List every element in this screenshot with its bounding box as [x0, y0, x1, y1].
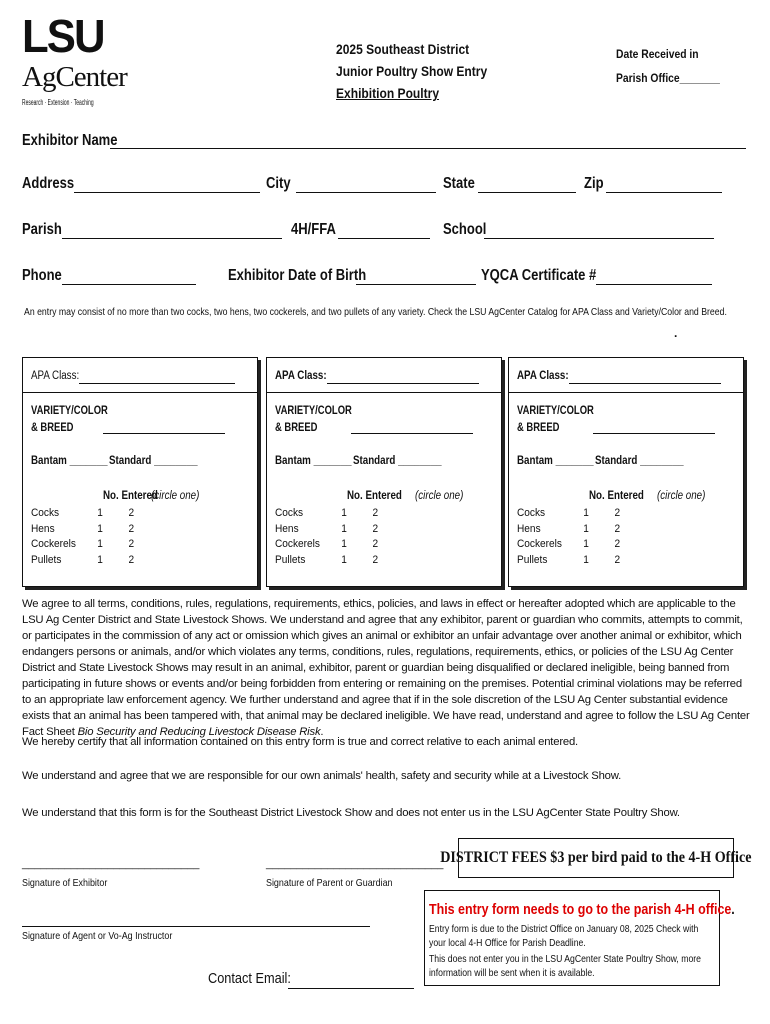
box-divider — [509, 392, 743, 393]
entry-row — [275, 506, 459, 521]
parish-label: Parish — [22, 221, 62, 238]
logo-agcenter: AgCenter — [22, 61, 127, 93]
notice-title-text: This entry form needs to go to the parish 4-H office — [429, 901, 732, 918]
variety-color-label — [31, 403, 108, 437]
box-divider — [23, 392, 257, 393]
address-label: Address — [22, 175, 75, 192]
logo-tagline: Research · Extension · Teaching — [22, 98, 94, 107]
count-option-1[interactable]: 1 — [97, 507, 103, 519]
exhibitor-name-field[interactable] — [110, 148, 746, 149]
notice-title — [429, 901, 735, 918]
entry-row — [517, 506, 701, 521]
notice-state-show: This does not enter you in the LSU AgCenter State Poultry Show, more information will be sent when it is available. — [429, 954, 701, 979]
standard-label[interactable]: Standard ________ — [353, 455, 442, 467]
entry-row — [275, 537, 459, 552]
count-option-1[interactable]: 1 — [97, 522, 103, 535]
no-entered-header — [275, 490, 495, 506]
bantam-label[interactable]: Bantam _______ — [517, 455, 594, 467]
hffa-label: 4H/FFA — [291, 221, 336, 238]
apa-class-row — [513, 370, 729, 388]
box-divider — [267, 392, 501, 393]
title-line-1: 2025 Southeast District — [336, 41, 470, 57]
bantam-label[interactable]: Bantam _______ — [31, 455, 108, 467]
count-option-2[interactable]: 2 — [614, 538, 621, 550]
variety-line-2: & BREED — [517, 422, 560, 434]
entry-count-table — [31, 506, 233, 570]
count-option-2[interactable]: 2 — [372, 553, 379, 566]
count-option-2[interactable]: 2 — [128, 507, 135, 519]
count-option-2[interactable]: 2 — [372, 522, 379, 535]
bantam-label[interactable]: Bantam _______ — [275, 455, 352, 467]
entry-row — [517, 522, 701, 537]
agreement-paragraph — [22, 596, 752, 740]
count-option-1[interactable]: 1 — [97, 538, 103, 550]
variety-line-2: & BREED — [31, 422, 74, 434]
apa-class-label: APA Class: — [31, 370, 80, 382]
district-statement: We understand that this form is for the Southeast District Livestock Show and does not enter us in the LSU AgCenter State Poultry Show. — [22, 807, 680, 819]
entry-row — [31, 506, 215, 521]
count-option-1[interactable]: 1 — [583, 507, 589, 519]
entry-row-label: Cocks — [31, 507, 60, 519]
circle-one-label: (circle one) — [151, 490, 200, 502]
standard-label[interactable]: Standard ________ — [595, 455, 684, 467]
entry-box-2 — [266, 357, 502, 587]
entry-row — [31, 537, 215, 552]
contact-email-field[interactable] — [288, 988, 414, 989]
entry-box-1 — [22, 357, 258, 587]
variety-field[interactable] — [103, 433, 225, 434]
title-line-3: Exhibition Poultry — [336, 85, 440, 101]
entry-row — [517, 537, 701, 552]
apa-class-label: APA Class: — [275, 370, 327, 382]
entry-note: An entry may consist of no more than two cocks, two hens, two cockerels, and two pullets of any variety. Check the LSU AgCenter Catalog for APA Class and Variety/Color and Breed. — [24, 306, 727, 318]
variety-line-1: VARIETY/COLOR — [275, 405, 352, 417]
count-option-1[interactable]: 1 — [341, 522, 347, 535]
variety-color-label — [517, 403, 594, 437]
entry-row-label: Hens — [275, 522, 299, 535]
entry-row — [31, 553, 215, 568]
no-entered-label: No. Entered — [103, 490, 158, 502]
entry-row-label: Hens — [517, 522, 541, 535]
agent-signature-label: Signature of Agent or Vo-Ag Instructor — [22, 930, 173, 942]
agreement-end: . — [320, 726, 324, 738]
count-option-1[interactable]: 1 — [583, 538, 589, 550]
contact-email-label: Contact Email: — [208, 970, 291, 987]
fact-sheet-title: Bio Security and Reducing Livestock Disease Risk — [77, 726, 321, 738]
count-option-2[interactable]: 2 — [372, 538, 379, 550]
dob-field[interactable] — [356, 284, 476, 285]
date-received-label: Date Received in — [616, 47, 699, 61]
zip-field[interactable] — [606, 192, 722, 193]
district-fees-box — [440, 838, 752, 878]
apa-class-label: APA Class: — [517, 370, 569, 382]
state-field[interactable] — [478, 192, 576, 193]
variety-field[interactable] — [351, 433, 473, 434]
lsu-agcenter-logo — [22, 10, 127, 112]
variety-line-1: VARIETY/COLOR — [517, 405, 594, 417]
certify-statement: We hereby certify that all information contained on this entry form is true and correct relative to each animal entered. — [22, 736, 578, 748]
school-label: School — [443, 221, 487, 238]
phone-field[interactable] — [62, 284, 196, 285]
entry-row-label: Cockerels — [517, 538, 562, 550]
entry-row-label: Cockerels — [275, 538, 320, 550]
agreement-text: We agree to all terms, conditions, rules, regulations, requirements, ethics, policies, and laws in effect or hereafter adopted which are applicable to the LSU Ag Center District and State Livestock Shows. We understand and agree that any exhibitor, parent or guardian who commits, attempts to commit, or participates in the commission of any act or omission which gives an animal or exhibitor an unfair advantage over another animal or exhibitor, which endangers persons or animals, and/or which violates any terms, conditions, rules, regulations, requirements, ethics, or policies of the LSU Ag Center District and State Livestock Shows may result in an animal, exhibitor, parent or guardian being disqualified or declared ineligible, being banned from participating in future shows or events and/or being forbidden from entering or remaining on the premises. Potential criminal violations may be referred to an appropriate law enforcement agency. We further understand and agree that if in the sole discretion of the LSU Ag Center substantial evidence exists that an animal has been tampered with, that animal may be declared ineligible. We have read, understand and agree to follow the LSU Ag Center Fact Sheet — [22, 598, 750, 738]
yqca-field[interactable] — [596, 284, 712, 285]
parish-field[interactable] — [62, 238, 282, 239]
entry-row-label: Pullets — [31, 553, 62, 566]
exhibitor-name-label: Exhibitor Name — [22, 132, 118, 149]
circle-one-label: (circle one) — [657, 490, 706, 502]
entry-row — [517, 553, 701, 568]
count-option-2[interactable]: 2 — [128, 553, 135, 566]
count-option-2[interactable]: 2 — [128, 522, 135, 535]
hffa-field[interactable] — [338, 238, 430, 239]
entry-row-label: Cockerels — [31, 538, 76, 550]
count-option-1[interactable]: 1 — [583, 553, 589, 566]
apa-class-field[interactable] — [327, 383, 479, 384]
count-option-2[interactable]: 2 — [372, 507, 379, 519]
variety-line-2: & BREED — [275, 422, 318, 434]
date-received-block — [616, 42, 720, 90]
logo-lsu: LSU — [22, 10, 104, 62]
exhibitor-signature-line[interactable]: _____________________________ — [22, 858, 200, 870]
city-field[interactable] — [296, 192, 436, 193]
parent-signature-label: Signature of Parent or Guardian — [266, 877, 393, 889]
count-option-1[interactable]: 1 — [341, 538, 347, 550]
apa-class-row — [271, 370, 487, 388]
standard-label[interactable]: Standard ________ — [109, 455, 198, 467]
city-label: City — [266, 175, 291, 192]
form-title-block — [336, 38, 487, 104]
no-entered-label: No. Entered — [589, 490, 644, 502]
address-field[interactable] — [74, 192, 260, 193]
parish-office-notice — [424, 890, 735, 986]
variety-color-label — [275, 403, 352, 437]
exhibitor-signature-label: Signature of Exhibitor — [22, 877, 108, 889]
apa-class-field[interactable] — [79, 383, 235, 384]
entry-count-table — [517, 506, 719, 570]
count-option-2[interactable]: 2 — [614, 507, 621, 519]
entry-note-dot: . — [674, 326, 678, 340]
notice-due-date: Entry form is due to the District Office on January 08, 2025 Check with your local 4-H Office for Parish Deadline. — [429, 924, 699, 949]
entry-row — [275, 522, 459, 537]
apa-class-field[interactable] — [569, 383, 721, 384]
agent-signature-line[interactable] — [22, 926, 370, 927]
count-option-2[interactable]: 2 — [614, 553, 621, 566]
parent-signature-line[interactable]: _____________________________ — [266, 858, 444, 870]
entry-count-table — [275, 506, 477, 570]
entry-row-label: Hens — [31, 522, 55, 535]
district-fees-text: DISTRICT FEES $3 per bird paid to the 4-H Office — [440, 849, 752, 866]
zip-label: Zip — [584, 175, 604, 192]
entry-row-label: Cocks — [517, 507, 546, 519]
parish-office-label: Parish Office_______ — [616, 71, 720, 85]
state-label: State — [443, 175, 475, 192]
entry-row — [31, 522, 215, 537]
entry-row-label: Pullets — [275, 553, 306, 566]
no-entered-header — [517, 490, 737, 506]
count-option-1[interactable]: 1 — [583, 522, 589, 535]
no-entered-header — [31, 490, 251, 506]
count-option-2[interactable]: 2 — [614, 522, 621, 535]
responsibility-statement: We understand and agree that we are responsible for our own animals' health, safety and security while at a Livestock Show. — [22, 770, 622, 782]
entry-row — [275, 553, 459, 568]
no-entered-label: No. Entered — [347, 490, 402, 502]
count-option-2[interactable]: 2 — [128, 538, 135, 550]
variety-field[interactable] — [593, 433, 715, 434]
count-option-1[interactable]: 1 — [341, 507, 347, 519]
entry-row-label: Pullets — [517, 553, 548, 566]
notice-title-end: . — [731, 901, 735, 918]
school-field[interactable] — [484, 238, 714, 239]
circle-one-label: (circle one) — [415, 490, 464, 502]
apa-class-row — [27, 370, 243, 388]
yqca-label: YQCA Certificate # — [481, 267, 597, 284]
entry-box-3 — [508, 357, 744, 587]
dob-label: Exhibitor Date of Birth — [228, 267, 367, 284]
count-option-1[interactable]: 1 — [97, 553, 103, 566]
title-line-2: Junior Poultry Show Entry — [336, 63, 488, 79]
phone-label: Phone — [22, 267, 62, 284]
variety-line-1: VARIETY/COLOR — [31, 405, 108, 417]
count-option-1[interactable]: 1 — [341, 553, 347, 566]
entry-row-label: Cocks — [275, 507, 304, 519]
